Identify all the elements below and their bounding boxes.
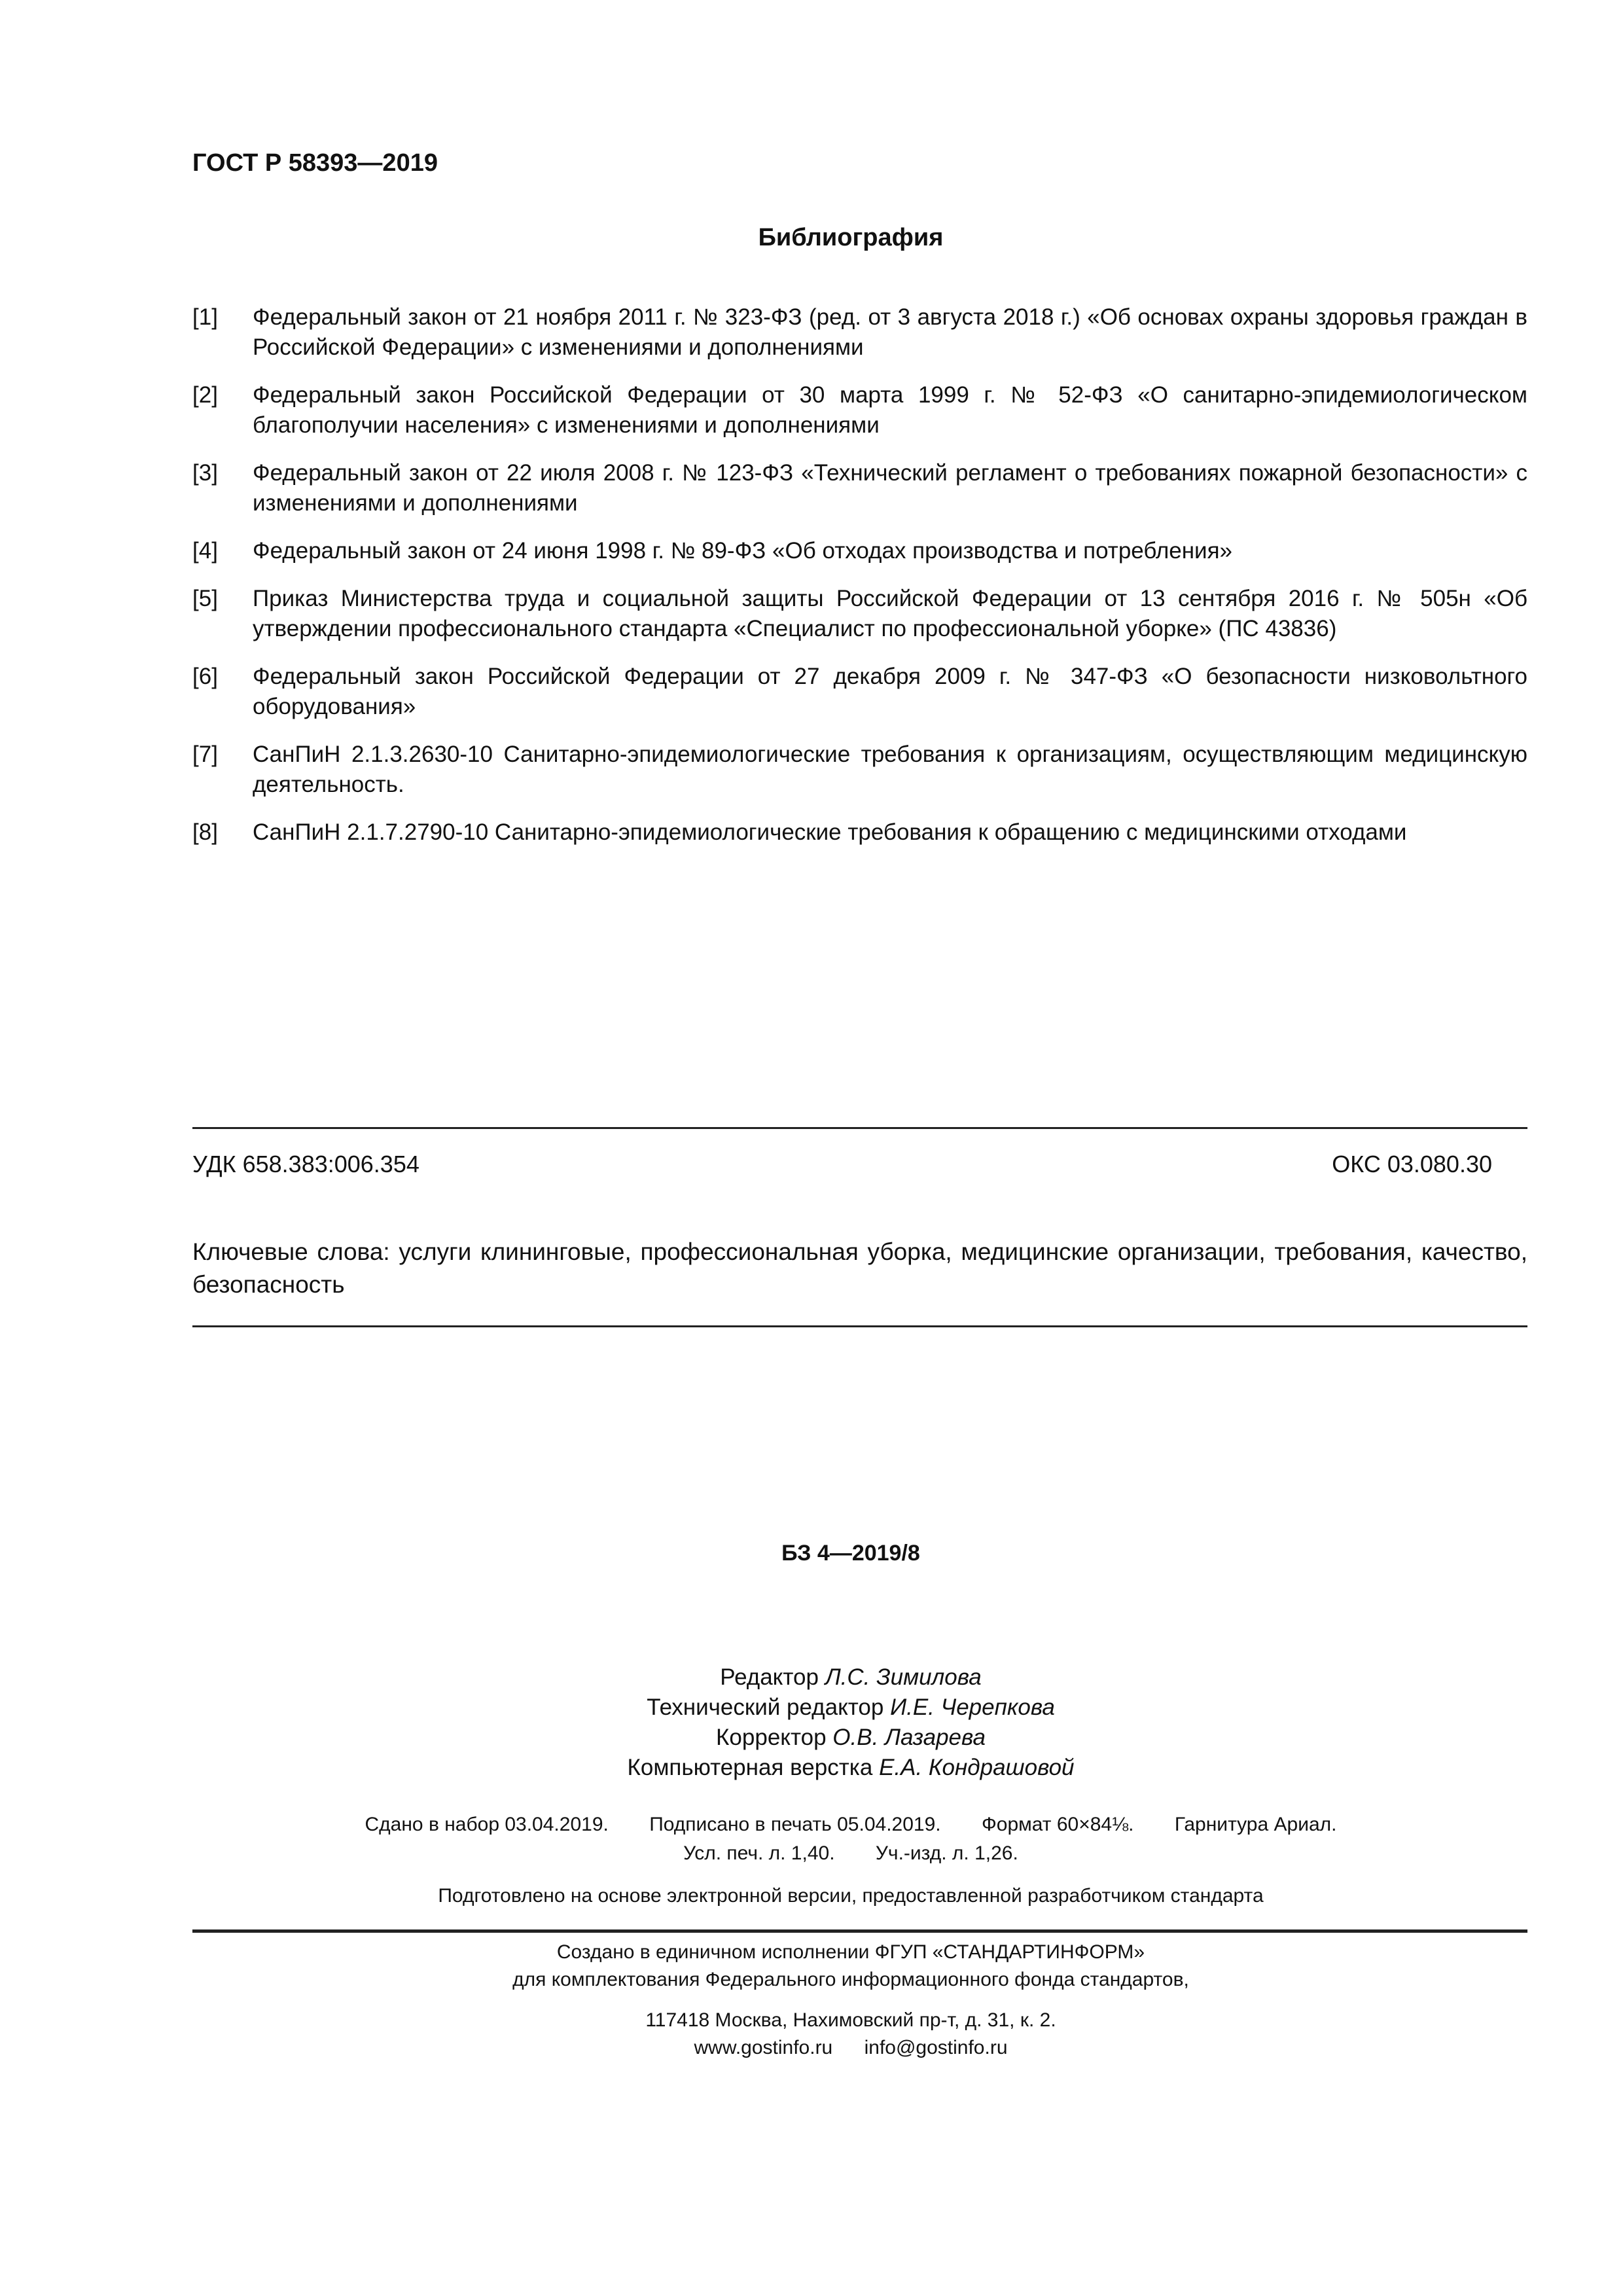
bibliography-item-number: [6] [192, 664, 218, 689]
paper-format: Формат 60×84⅛. [981, 1814, 1134, 1835]
divider [192, 1325, 1527, 1327]
bibliography-item-number: [7] [192, 742, 218, 767]
prepared-note: Подготовлено на основе электронной версии, предоставленной разработчиком стандарта [438, 1885, 1264, 1907]
bibliography-item-text: Федеральный закон от 24 июня 1998 г. № 89-ФЗ «Об отходах производства и потребления» [253, 538, 1233, 564]
staff-role: Компьютерная верстка [627, 1755, 873, 1780]
bibliography-item [192, 380, 1527, 440]
bibliography-item [192, 662, 1527, 722]
staff-line [0, 1753, 1623, 1783]
print-info [0, 1810, 1623, 1868]
editorial-staff [0, 1662, 1623, 1783]
website-link[interactable]: www.gostinfo.ru [694, 2037, 833, 2058]
staff-name: Е.А. Кондрашовой [879, 1755, 1075, 1780]
bibliography-item-text: СанПиН 2.1.3.2630-10 Санитарно-эпидемиологические требования к организациям, осуществляющим медицинскую деятельность. [253, 742, 1527, 797]
document-code: ГОСТ Р 58393—2019 [192, 149, 438, 177]
staff-line [0, 1693, 1623, 1723]
bibliography-item-text: СанПиН 2.1.7.2790-10 Санитарно-эпидемиологические требования к обращению с медицинскими отходами [253, 819, 1407, 845]
typeface: Гарнитура Ариал. [1174, 1814, 1337, 1835]
bibliography-item-number: [1] [192, 304, 218, 330]
bibliography-item-number: [5] [192, 586, 218, 611]
staff-role: Корректор [716, 1725, 827, 1750]
divider [192, 1929, 1527, 1933]
bibliography-item-text: Федеральный закон Российской Федерации от 30 марта 1999 г. № 52-ФЗ «О санитарно-эпидемиологическом благополучии населения» с изменениями и дополнениями [253, 382, 1527, 438]
bibliography-item [192, 302, 1527, 363]
staff-name: И.Е. Черепкова [890, 1695, 1055, 1720]
bibliography-item [192, 740, 1527, 800]
bibliography-item [192, 817, 1527, 848]
edition-sheets: Уч.-изд. л. 1,26. [875, 1842, 1018, 1864]
bibliography-item-number: [3] [192, 460, 218, 486]
bibliography-item-text: Федеральный закон от 22 июля 2008 г. № 123-ФЗ «Технический регламент о требованиях пожарной безопасности» с изменениями и дополнениями [253, 460, 1527, 516]
bz-number: БЗ 4—2019/8 [781, 1541, 920, 1566]
publisher-line-2: для комплектования Федерального информационного фонда стандартов, [512, 1969, 1189, 1990]
staff-role: Редактор [720, 1664, 819, 1690]
bibliography-item-number: [4] [192, 538, 218, 564]
bibliography-item [192, 584, 1527, 644]
staff-name: О.В. Лазарева [832, 1725, 986, 1750]
staff-role: Технический редактор [647, 1695, 884, 1720]
bibliography-item-number: [2] [192, 382, 218, 408]
bibliography-list [192, 302, 1527, 865]
bibliography-item-text: Федеральный закон от 21 ноября 2011 г. № 323-ФЗ (ред. от 3 августа 2018 г.) «Об основах охраны здоровья граждан в Российской Федерации» с изменениями и дополнениями [253, 304, 1527, 360]
print-info-line-1 [0, 1810, 1623, 1839]
bibliography-item-text: Приказ Министерства труда и социальной защиты Российской Федерации от 13 сентября 2016 г. № 505н «Об утверждении профессионального стандарта «Специалист по профессиональной уборке» (ПС 43836) [253, 586, 1527, 641]
divider [192, 1127, 1527, 1129]
bibliography-item [192, 458, 1527, 518]
publisher-address: 117418 Москва, Нахимовский пр-т, д. 31, к. 2. [645, 2009, 1056, 2031]
print-info-line-2 [0, 1839, 1623, 1868]
submitted-date: Сдано в набор 03.04.2019. [365, 1814, 609, 1835]
staff-line [0, 1662, 1623, 1693]
staff-line [0, 1723, 1623, 1753]
keywords: Ключевые слова: услуги клининговые, профессиональная уборка, медицинские организации, требования, качество, безопасность [192, 1238, 1527, 1298]
oks-code: ОКС 03.080.30 [1332, 1151, 1492, 1177]
publisher-contacts [0, 2007, 1623, 2062]
publisher-note [0, 1939, 1623, 1994]
print-sheets: Усл. печ. л. 1,40. [683, 1842, 835, 1864]
udk-code: УДК 658.383:006.354 [192, 1151, 419, 1177]
publisher-line-1: Создано в единичном исполнении ФГУП «СТАНДАРТИНФОРМ» [556, 1941, 1145, 1963]
bibliography-item-text: Федеральный закон Российской Федерации от 27 декабря 2009 г. № 347-ФЗ «О безопасности низковольтного оборудования» [253, 664, 1527, 719]
bibliography-item-number: [8] [192, 819, 218, 845]
email-link[interactable]: info@gostinfo.ru [864, 2037, 1008, 2058]
signed-date: Подписано в печать 05.04.2019. [649, 1814, 941, 1835]
bibliography-item [192, 536, 1527, 566]
publisher-web-line [0, 2034, 1623, 2062]
staff-name: Л.С. Зимилова [825, 1664, 982, 1690]
bibliography-title: Библиография [758, 224, 944, 251]
